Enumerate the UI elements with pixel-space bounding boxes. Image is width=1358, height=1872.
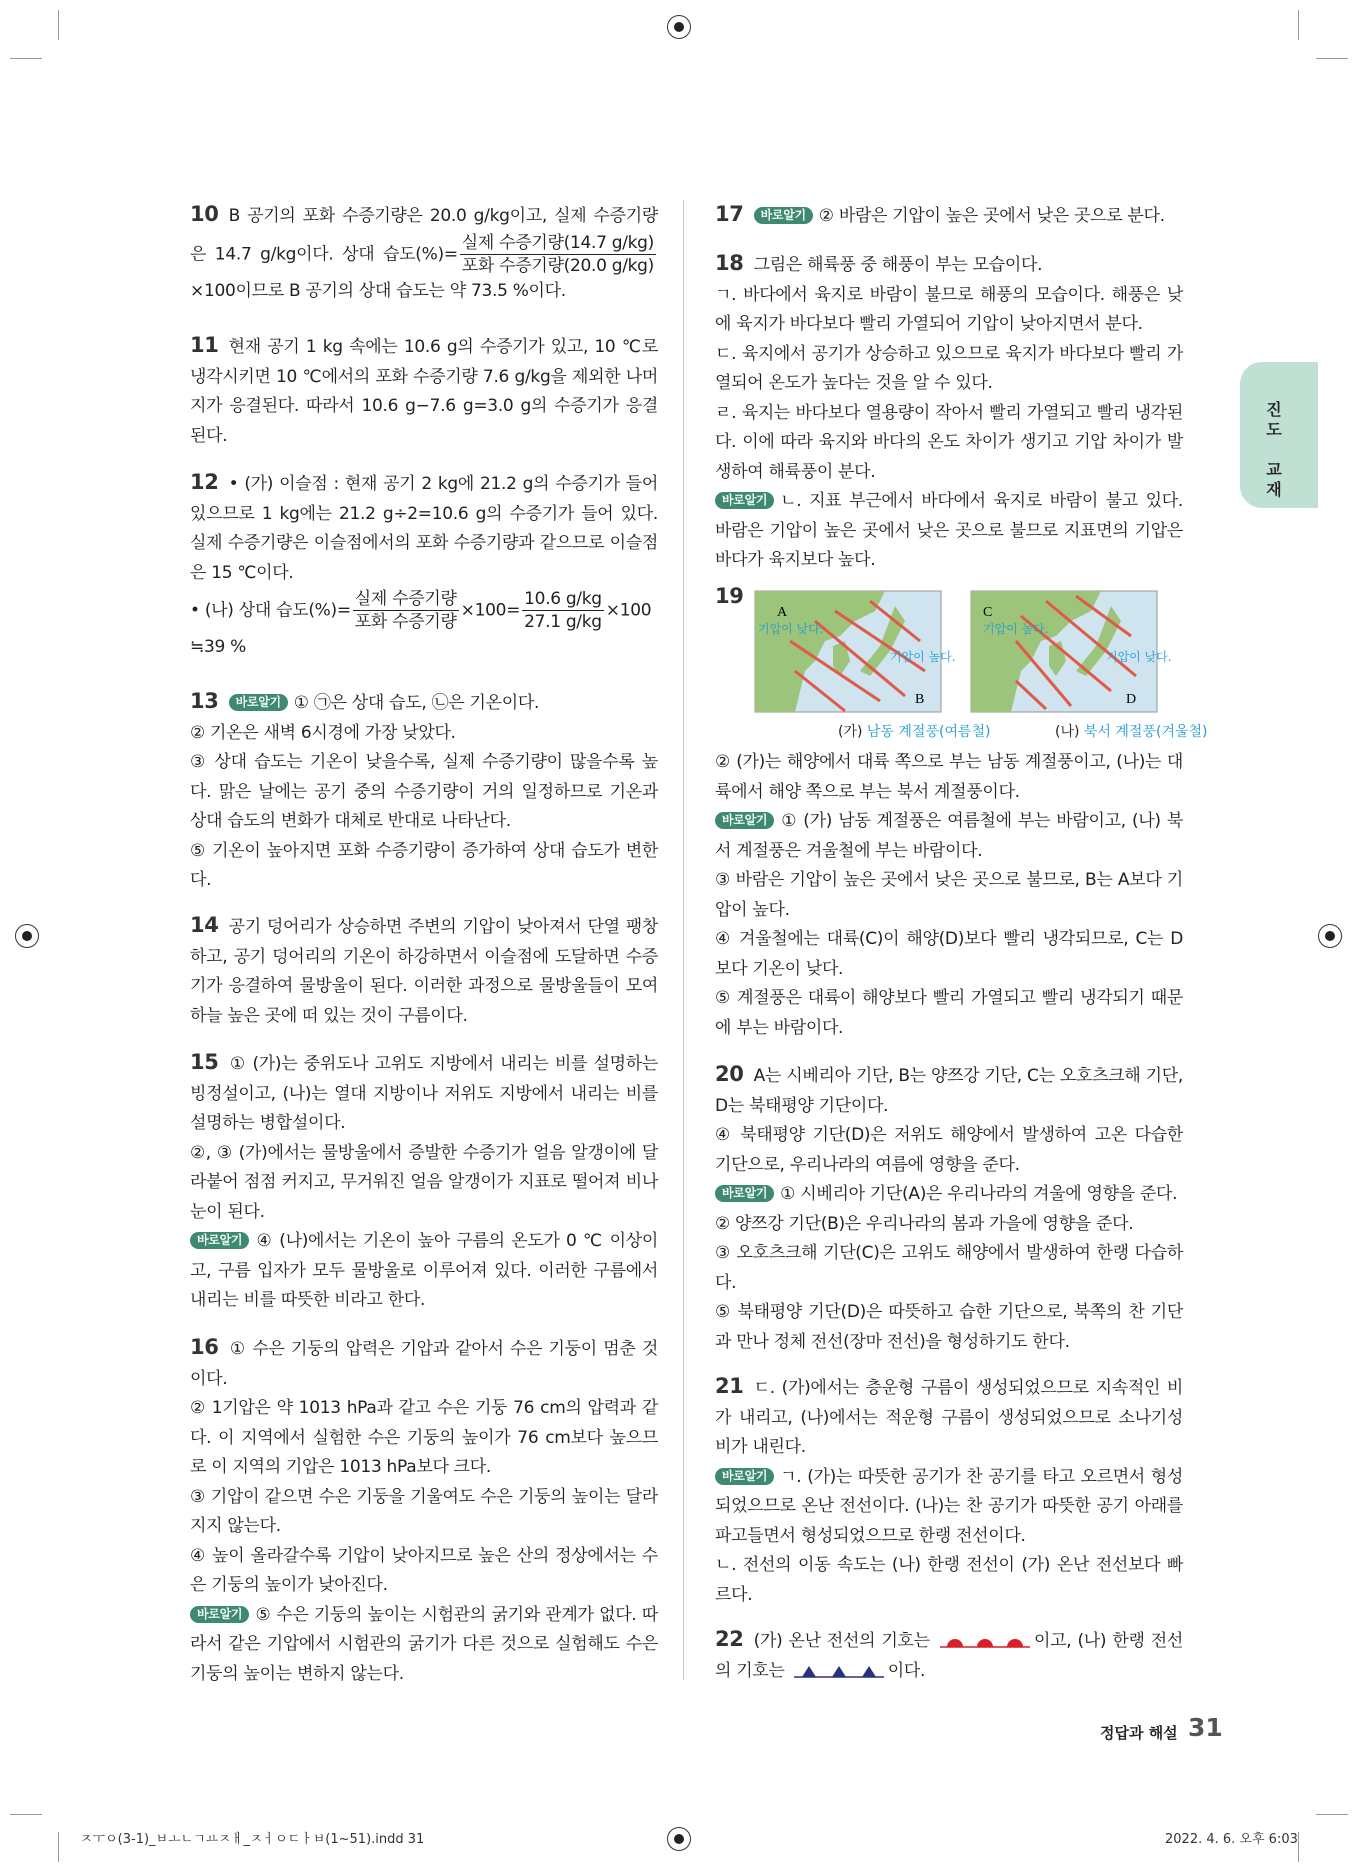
paragraph-text: ② 양쯔강 기단(B)은 우리나라의 봄과 가을에 영향을 준다. xyxy=(715,1213,1134,1234)
paragraph-text: ㄷ. 육지에서 공기가 상승하고 있으므로 육지가 바다보다 빨리 가열되어 온도가 높다는 것을 알 수 있다. xyxy=(715,343,1183,393)
answer-paragraph xyxy=(715,487,1183,576)
answer-paragraph xyxy=(715,1625,1183,1686)
paragraph-text: A는 시베리아 기단, B는 양쯔강 기단, C는 오호츠크해 기단, D는 북태평양 기단이다. xyxy=(715,1066,1183,1116)
question-14 xyxy=(190,911,658,1031)
fraction-denominator: 27.1 g/kg xyxy=(524,612,602,632)
question-19 xyxy=(715,582,1183,614)
question-10 xyxy=(190,200,658,306)
fraction-denominator: 포화 수증기량 xyxy=(354,612,457,632)
answer-paragraph xyxy=(190,687,658,719)
caption-a: (가) 남동 계절풍(여름철) xyxy=(838,724,991,740)
paragraph-text: ③ 바람은 기압이 높은 곳에서 낮은 곳으로 불므로, B는 A보다 기압이 높다. xyxy=(715,870,1183,920)
answer-paragraph xyxy=(190,588,658,633)
paragraph-text: B 공기의 포화 수증기량은 20.0 g/kg이고, 실제 수증기량은 14.7 g/kg이다. 상대 습도(%)= xyxy=(190,206,658,264)
paragraph-text: 그림은 해륙풍 중 해풍이 부는 모습이다. xyxy=(753,255,1043,275)
question-22 xyxy=(715,1625,1183,1686)
question-number: 16 xyxy=(190,1335,219,1359)
answer-paragraph xyxy=(715,281,1183,340)
paragraph-text: ⑤ 북태평양 기단(D)은 따뜻하고 습한 기단으로, 북쪽의 찬 기단과 만나 정체 전선(장마 전선)을 형성하기도 한다. xyxy=(715,1302,1183,1352)
answer-paragraph xyxy=(715,1210,1183,1240)
warm-front-symbol xyxy=(940,1632,1030,1650)
question-number: 11 xyxy=(190,333,219,357)
paragraph-text: ③ 오호츠크해 기단(C)은 고위도 해양에서 발생하여 한랭 다습하다. xyxy=(715,1243,1183,1293)
answer-paragraph xyxy=(715,1298,1183,1357)
registration-mark-left xyxy=(15,924,39,948)
correction-badge: 바로알기 xyxy=(190,1606,249,1623)
label-b: B xyxy=(915,692,925,707)
label-d: D xyxy=(1126,692,1137,707)
answer-paragraph xyxy=(715,1121,1183,1180)
paragraph-text: • (나) 상대 습도(%)= xyxy=(190,600,351,621)
slug-date: 2022. 4. 6. 오후 6:03 xyxy=(1165,1832,1298,1847)
question-15 xyxy=(190,1048,658,1316)
paragraph-text: ④ 겨울철에는 대륙(C)이 해양(D)보다 빨리 냉각되므로, C는 D보다 기온이 낮다. xyxy=(715,929,1183,979)
fraction xyxy=(460,232,656,277)
question-13 xyxy=(190,687,658,896)
paragraph-text: 이고, (나) 한랭 전선의 기호는 xyxy=(715,1631,1183,1681)
question-number: 12 xyxy=(190,470,219,494)
correction-badge: 바로알기 xyxy=(715,1468,774,1485)
paragraph-text: ⑤ 계절풍은 대륙이 해양보다 빨리 가열되고 빨리 냉각되기 때문에 부는 바람이다. xyxy=(715,988,1183,1038)
paragraph-text: • (가) 이슬점 : 현재 공기 2 kg에 21.2 g의 수증기가 들어 있으므로 1 kg에는 21.2 g÷2=10.6 g의 수증기가 들어 있다. 실제 수증기량은 이슬점에서의 포화 수증기량과 같으므로 이슬점은 15 ℃이다. xyxy=(190,474,658,583)
answer-paragraph xyxy=(715,1239,1183,1298)
column-divider xyxy=(683,200,684,1680)
paragraph-text: ㄱ. 바다에서 육지로 바람이 불므로 해풍의 모습이다. 해풍은 낮에 육지가 바다보다 빨리 가열되어 기압이 낮아지면서 분다. xyxy=(715,284,1183,334)
answer-paragraph xyxy=(190,1483,658,1542)
paragraph-text: ㄱ. (가)는 따뜻한 공기가 찬 공기를 타고 오르면서 형성되었으므로 온난 전선이다. (나)는 찬 공기가 따뜻한 공기 아래를 파고들면서 형성되었으므로 한랭 전선이다. xyxy=(715,1466,1183,1546)
paragraph-text: ×100= xyxy=(460,600,521,621)
answer-paragraph xyxy=(715,249,1183,281)
label-high-pressure: 기압이 높다. xyxy=(983,622,1049,636)
answer-paragraph xyxy=(190,1542,658,1601)
correction-badge: 바로알기 xyxy=(190,1232,249,1249)
label-low-pressure: 기압이 낮다. xyxy=(1106,650,1172,664)
correction-badge: 바로알기 xyxy=(229,694,288,711)
cold-front-symbol xyxy=(794,1662,884,1680)
question-12 xyxy=(190,468,658,663)
label-c: C xyxy=(983,605,993,620)
answer-paragraph xyxy=(190,1139,658,1228)
answer-paragraph xyxy=(190,200,658,306)
footer-label: 정답과 해설 xyxy=(1100,1724,1178,1742)
paragraph-text: ≒39 % xyxy=(190,637,246,657)
answer-paragraph xyxy=(715,340,1183,399)
question-21 xyxy=(715,1372,1183,1610)
paragraph-text: ① 수은 기둥의 압력은 기압과 같아서 수은 기둥이 멈춘 것이다. xyxy=(190,1339,658,1389)
fraction-numerator: 실제 수증기량 xyxy=(354,589,457,609)
answer-paragraph xyxy=(190,1333,658,1394)
caption-b: (나) 북서 계절풍(겨울철) xyxy=(1055,724,1208,740)
answer-paragraph xyxy=(715,200,1183,232)
question-number: 13 xyxy=(190,689,219,713)
answer-paragraph xyxy=(190,748,658,837)
paragraph-text: ㄹ. 육지는 바다보다 열용량이 작아서 빨리 가열되고 빨리 냉각된다. 이에 따라 육지와 바다의 온도 차이가 생기고 기압 차이가 발생하여 해륙풍이 분다. xyxy=(715,402,1183,482)
question-16 xyxy=(190,1333,658,1689)
paragraph-text: ④ 북태평양 기단(D)은 저위도 해양에서 발생하여 고온 다습한 기단으로, 우리나라의 여름에 영향을 준다. xyxy=(715,1125,1183,1175)
question-20 xyxy=(715,1060,1183,1357)
paragraph-text: ⑤ 기온이 높아지면 포화 수증기량이 증가하여 상대 습도가 변한다. xyxy=(190,840,658,890)
question-number: 20 xyxy=(715,1062,744,1086)
question-17 xyxy=(715,200,1183,232)
paragraph-text: 이다. xyxy=(887,1660,926,1681)
fraction xyxy=(522,588,604,633)
answer-paragraph xyxy=(190,837,658,896)
paragraph-text: ㄷ. (가)에서는 층운형 구름이 생성되었으므로 지속적인 비가 내리고, (나)에서는 적운형 구름이 생성되었으므로 소나기성 비가 내린다. xyxy=(715,1378,1183,1457)
correction-badge: 바로알기 xyxy=(715,1185,774,1202)
answer-paragraph xyxy=(190,1601,658,1690)
answer-paragraph xyxy=(715,1180,1183,1210)
paragraph-text: ×100 xyxy=(605,600,652,621)
paragraph-text: ④ 높이 올라갈수록 기압이 낮아지므로 높은 산의 정상에서는 수은 기둥의 높이가 낮아진다. xyxy=(190,1545,658,1595)
label-a: A xyxy=(777,605,788,620)
paragraph-text: ① 시베리아 기단(A)은 우리나라의 겨울에 영향을 준다. xyxy=(780,1184,1178,1204)
paragraph-text: ② 바람은 기압이 높은 곳에서 낮은 곳으로 분다. xyxy=(818,206,1165,226)
label-low-pressure: 기압이 낮다. xyxy=(758,622,824,636)
registration-mark-bottom xyxy=(667,1827,691,1851)
paragraph-text: ③ 기압이 같으면 수은 기둥을 기울여도 수은 기둥의 높이는 달라지지 않는다. xyxy=(190,1486,658,1536)
paragraph-text: ③ 상대 습도는 기온이 낮을수록, 실제 수증기량이 많을수록 높다. 맑은 날에는 공기 중의 수증기량이 거의 일정하므로 기온과 상대 습도의 변화가 대체로 반대로 나타난다. xyxy=(190,752,658,831)
correction-badge: 바로알기 xyxy=(754,207,813,224)
answer-paragraph xyxy=(715,866,1183,925)
answer-paragraph xyxy=(715,1463,1183,1552)
question-number: 19 xyxy=(715,584,744,608)
answer-paragraph xyxy=(190,1394,658,1483)
correction-badge: 바로알기 xyxy=(715,492,774,509)
paragraph-text: 공기 덩어리가 상승하면 주변의 기압이 낮아져서 단열 팽창하고, 공기 덩어리의 기온이 하강하면서 이슬점에 도달하면 수증기가 응결하여 물방울이 된다. 이러한 과정으로 물방울들이 모여 하늘 높은 곳에 떠 있는 것이 구름이다. xyxy=(190,917,658,1026)
paragraph-text: 현재 공기 1 kg 속에는 10.6 g의 수증기가 있고, 10 ℃로 냉각시키면 10 ℃에서의 포화 수증기량 7.6 g/kg을 제외한 나머지가 응결된다. 따라서 10.6 g−7.6 g=3.0 g의 수증기가 응결된다. xyxy=(190,337,658,446)
fraction xyxy=(353,588,459,633)
slug-filename: ㅈㅜㅇ(3-1)_ㅂㅗㄴㄱㅛㅈㅐ_ㅈㅓㅇㄷㅏㅂ(1~51).indd 31 xyxy=(80,1832,425,1847)
answer-paragraph xyxy=(715,925,1183,984)
answer-paragraph xyxy=(190,911,658,1031)
answer-paragraph xyxy=(190,633,658,663)
paragraph-text: ① (가) 남동 계절풍은 여름철에 부는 바람이고, (나) 북서 계절풍은 겨울철에 부는 바람이다. xyxy=(715,811,1183,861)
answer-paragraph xyxy=(715,807,1183,866)
answer-paragraph xyxy=(715,1060,1183,1121)
paragraph-text: ① (가)는 중위도나 고위도 지방에서 내리는 비를 설명하는 빙정설이고, (나)는 열대 지방이나 저위도 지방에서 내리는 비를 설명하는 병합설이다. xyxy=(190,1054,658,1133)
answer-paragraph xyxy=(715,399,1183,488)
correction-badge: 바로알기 xyxy=(715,812,774,829)
section-tab[interactable] xyxy=(1240,362,1318,508)
paragraph-text: ㄴ. 지표 부근에서 바다에서 육지로 바람이 불고 있다. 바람은 기압이 높은 곳에서 낮은 곳으로 불므로 지표면의 기압은 바다가 육지보다 높다. xyxy=(715,491,1183,570)
paragraph-text: (가) 온난 전선의 기호는 xyxy=(753,1631,936,1651)
paragraph-text: ① ㉠은 상대 습도, ㉡은 기온이다. xyxy=(293,693,540,713)
fraction-numerator: 10.6 g/kg xyxy=(524,589,602,609)
question-number: 18 xyxy=(715,251,744,275)
question-number: 10 xyxy=(190,202,219,226)
paragraph-text: ② (가)는 해양에서 대륙 쪽으로 부는 남동 계절풍이고, (나)는 대륙에서 해양 쪽으로 부는 북서 계절풍이다. xyxy=(715,752,1183,802)
answer-paragraph xyxy=(190,719,658,749)
question-number: 21 xyxy=(715,1374,744,1398)
answer-paragraph xyxy=(190,1048,658,1139)
question-11 xyxy=(190,331,658,451)
question-number: 15 xyxy=(190,1050,219,1074)
answer-paragraph xyxy=(715,1551,1183,1610)
question-number: 22 xyxy=(715,1627,744,1651)
paragraph-text: ⑤ 수은 기둥의 높이는 시험관의 굵기와 관계가 없다. 따라서 같은 기압에서 시험관의 굵기가 다른 것으로 실험해도 수은 기둥의 높이는 변하지 않는다. xyxy=(190,1604,658,1684)
fraction-denominator: 포화 수증기량(20.0 g/kg) xyxy=(461,255,654,276)
question-number: 14 xyxy=(190,913,219,937)
answer-paragraph xyxy=(715,1372,1183,1463)
paragraph-text: ④ (나)에서는 기온이 높아 구름의 온도가 0 ℃ 이상이고, 구름 입자가 모두 물방울로 이루어져 있다. 이러한 구름에서 내리는 비를 따뜻한 비라고 한다. xyxy=(190,1231,658,1310)
question-number: 17 xyxy=(715,202,744,226)
paragraph-text: ② 1기압은 약 1013 hPa과 같고 수은 기둥 76 cm의 압력과 같다. 이 지역에서 실험한 수은 기둥의 높이가 76 cm보다 높으므로 이 지역의 기압은 1013 hPa보다 크다. xyxy=(190,1398,658,1477)
fraction-numerator: 실제 수증기량(14.7 g/kg) xyxy=(461,232,654,253)
registration-mark-top xyxy=(667,15,691,39)
section-tab-label: 진 도 교 재 xyxy=(1266,400,1282,499)
question-18 xyxy=(715,249,1183,576)
paragraph-text: ② 기온은 새벽 6시경에 가장 낮았다. xyxy=(190,722,456,743)
label-high-pressure: 기압이 높다. xyxy=(890,650,956,664)
answer-paragraph xyxy=(190,331,658,451)
paragraph-text: ②, ③ (가)에서는 물방울에서 증발한 수증기가 얼음 알갱이에 달라붙어 점점 커지고, 무거워진 얼음 알갱이가 지표로 떨어져 비나 눈이 된다. xyxy=(190,1142,658,1222)
paragraph-text: ×100이므로 B 공기의 상대 습도는 약 73.5 %이다. xyxy=(190,280,566,301)
question-19-text xyxy=(715,748,1183,1043)
registration-mark-right xyxy=(1318,924,1342,948)
paragraph-text: ㄴ. 전선의 이동 속도는 (나) 한랭 전선이 (가) 온난 전선보다 빠르다. xyxy=(715,1555,1183,1605)
answer-paragraph xyxy=(190,1227,658,1316)
answer-paragraph xyxy=(715,748,1183,807)
answer-paragraph xyxy=(715,984,1183,1043)
answer-paragraph xyxy=(190,468,658,588)
page-number: 31 xyxy=(1188,1713,1223,1742)
